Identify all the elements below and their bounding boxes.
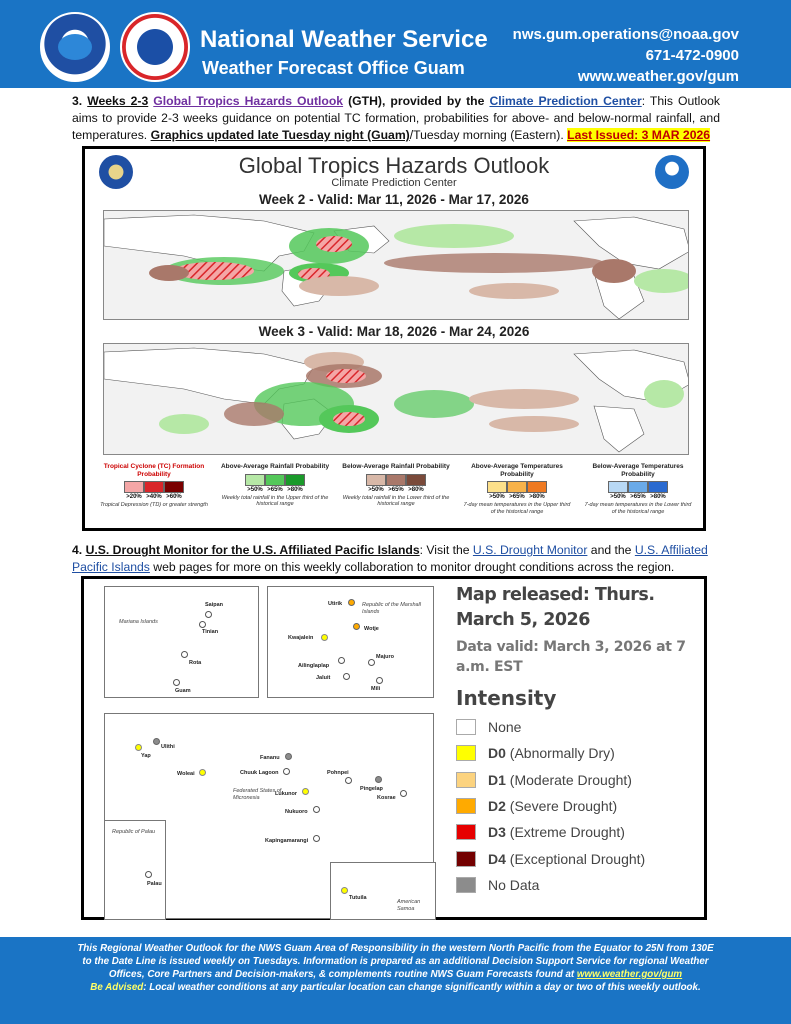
intensity-no-data: No Data (456, 872, 706, 898)
pohnpei-marker (345, 777, 352, 784)
week3-map (103, 343, 689, 455)
ulithi-marker (153, 738, 160, 745)
legend-tc-swatch-1 (124, 481, 144, 493)
pingelap-marker (375, 776, 382, 783)
intensity-legend (456, 714, 706, 898)
saipan-marker (205, 611, 212, 618)
legend-above-temp-swatch-2 (507, 481, 527, 493)
nukuoro-marker (313, 806, 320, 813)
intensity-title: Intensity (456, 686, 557, 710)
fsm-panel: Yap Ulithi Woleai Fananu Chuuk Lagoon Federated States of Micronesia Pohnpei Pingelap Kosrae Lukunor Nukuoro Kapingamarangi Republic of Palau Palau Tutuila American Samoa (104, 713, 434, 919)
kwajalein-marker (321, 634, 328, 641)
page-header (0, 0, 791, 88)
majuro-marker (368, 659, 375, 666)
last-issued-badge: Last Issued: 3 MAR 2026 (567, 128, 711, 142)
section-4-title: U.S. Drought Monitor for the U.S. Affiliated Pacific Islands (85, 543, 420, 557)
tutuila-marker (341, 887, 348, 894)
intensity-none: None (456, 714, 706, 740)
contact-block (513, 24, 739, 87)
legend-below-rain: Below-Average Rainfall Probability >50% >65% >80% Weekly total rainfall in the Lower third of the historical range (342, 463, 450, 507)
marianas-panel: Mariana Islands Saipan Tinian Rota Guam (104, 586, 259, 698)
legend-below-rain-swatch-3 (406, 474, 426, 486)
gth-abbr: (GTH), provided by the (348, 94, 485, 108)
woleai-marker (199, 769, 206, 776)
legend-below-temp-swatch-3 (648, 481, 668, 493)
intensity-d0: D0 (Abnormally Dry) (456, 740, 706, 766)
chuuk-marker (283, 768, 290, 775)
legend-above-rain-swatch-1 (245, 474, 265, 486)
nws-logo-icon (120, 12, 190, 82)
gth-title: Global Tropics Hazards Outlook (238, 153, 550, 178)
rota-marker (181, 651, 188, 658)
graphics-updated-tail: /Tuesday morning (Eastern). (409, 128, 564, 142)
gth-subtitle: Climate Prediction Center (331, 177, 457, 189)
graphics-updated: Graphics updated late Tuesday night (Guam) (150, 128, 410, 142)
drought-info (456, 583, 706, 898)
ailinglaplap-marker (338, 657, 345, 664)
lukunor-marker (302, 788, 309, 795)
noaa-logo-icon (40, 12, 110, 82)
kapinga-marker (313, 835, 320, 842)
page-title: National Weather Service (200, 26, 488, 53)
gth-legend (99, 463, 695, 529)
legend-below-rain-swatch-1 (366, 474, 386, 486)
section-3-text (72, 93, 720, 144)
palau-marker (145, 871, 152, 878)
jaluit-marker (343, 673, 350, 680)
legend-below-temp: Below-Average Temperatures Probability >50% >65% >80% 7-day mean temperatures in the Lower third of the historical range (584, 463, 692, 515)
data-valid: Data valid: March 3, 2026 at 7 a.m. EST (456, 639, 686, 675)
guam-marker (173, 679, 180, 686)
contact-email[interactable]: nws.gum.operations@noaa.gov (512, 26, 739, 43)
legend-above-rain-swatch-2 (265, 474, 285, 486)
legend-below-temp-swatch-1 (608, 481, 628, 493)
section-3-weeks: Weeks 2-3 (87, 94, 149, 108)
legend-below-temp-swatch-2 (628, 481, 648, 493)
utirik-marker (348, 599, 355, 606)
legend-above-rain-swatch-3 (285, 474, 305, 486)
intensity-d2: D2 (Severe Drought) (456, 793, 706, 819)
palau-panel: Republic of Palau Palau (104, 820, 166, 920)
samoa-panel: Tutuila American Samoa (330, 862, 436, 920)
footer-website-link[interactable]: www.weather.gov/gum (576, 969, 683, 980)
contact-website[interactable]: www.weather.gov/gum (577, 68, 739, 85)
office-subtitle: Weather Forecast Office Guam (202, 58, 465, 78)
intensity-d3: D3 (Extreme Drought) (456, 819, 706, 845)
section-3-number: 3. (72, 94, 83, 108)
page-footer: This Regional Weather Outlook for the NWS Guam Area of Responsibility in the western North Pacific from the Equator to 25N from 130E to the Date Line is issued weekly on Tuesdays. Information is prepared as an additional Decision Support Service for regional Weather Offices, Core Partners and Decision-makers, & complements routine NWS Guam Forecasts found at www.weather.gov/gum Be Advised: Local weather conditions at any particular location can change significantly within a day or two of this weekly outlook. (0, 937, 791, 1024)
cpc-link[interactable]: Climate Prediction Center (489, 94, 642, 108)
legend-above-temp-swatch-1 (487, 481, 507, 493)
legend-below-rain-swatch-2 (386, 474, 406, 486)
drought-monitor-link[interactable]: U.S. Drought Monitor (472, 543, 588, 557)
legend-tc-swatch-2 (144, 481, 164, 493)
usapi-link[interactable]: U.S. Affiliated Pacific Islands (72, 543, 708, 574)
yap-marker (135, 744, 142, 751)
section-3-body: : This Outlook aims to provide 2-3 weeks guidance on potential TC formation, probabilities for above- and below-normal rainfall, and temperatures. (72, 94, 720, 142)
tinian-marker (199, 621, 206, 628)
section-4-text: 4. U.S. Drought Monitor for the U.S. Affiliated Pacific Islands: Visit the U.S. Drought Monitor and the U.S. Affiliated Pacific Islands web pages for more on this weekly collaboration to monitor drought conditions across the region. (72, 543, 708, 574)
legend-above-rain: Above-Average Rainfall Probability >50% >65% >80% Weekly total rainfall in the Upper third of the historical range (220, 463, 330, 507)
intensity-d4: D4 (Exceptional Drought) (456, 845, 706, 871)
intensity-d1: D1 (Moderate Drought) (456, 767, 706, 793)
section-4-number: 4. (72, 543, 83, 557)
be-advised: Be Advised (90, 982, 144, 993)
legend-above-temp: Above-Average Temperatures Probability >50% >65% >80% 7-day mean temperatures in the Upper third of the historical range (463, 463, 571, 515)
legend-tc-swatch-3 (164, 481, 184, 493)
legend-above-temp-swatch-3 (527, 481, 547, 493)
gth-link[interactable]: Global Tropics Hazards Outlook (153, 94, 344, 108)
week2-map (103, 210, 689, 320)
week2-label: Week 2 - Valid: Mar 11, 2026 - Mar 17, 2026 (259, 192, 529, 207)
map-released: Map released: Thurs. March 5, 2026 (456, 585, 655, 630)
marshall-panel: Utirik Republic of the Marshall Islands Wotje Kwajalein Ailinglaplap Majuro Jaluit Mili (267, 586, 434, 698)
mili-marker (376, 677, 383, 684)
wotje-marker (353, 623, 360, 630)
contact-phone: 671-472-0900 (645, 47, 739, 64)
drought-monitor-graphic (81, 576, 707, 920)
week3-label: Week 3 - Valid: Mar 18, 2026 - Mar 24, 2026 (258, 324, 530, 339)
fananu-marker (285, 753, 292, 760)
legend-tc: Tropical Cyclone (TC) Formation Probability >20% >40% >60% Tropical Depression (TD) or greater strength (100, 463, 208, 508)
gth-graphic (82, 146, 706, 531)
kosrae-marker (400, 790, 407, 797)
